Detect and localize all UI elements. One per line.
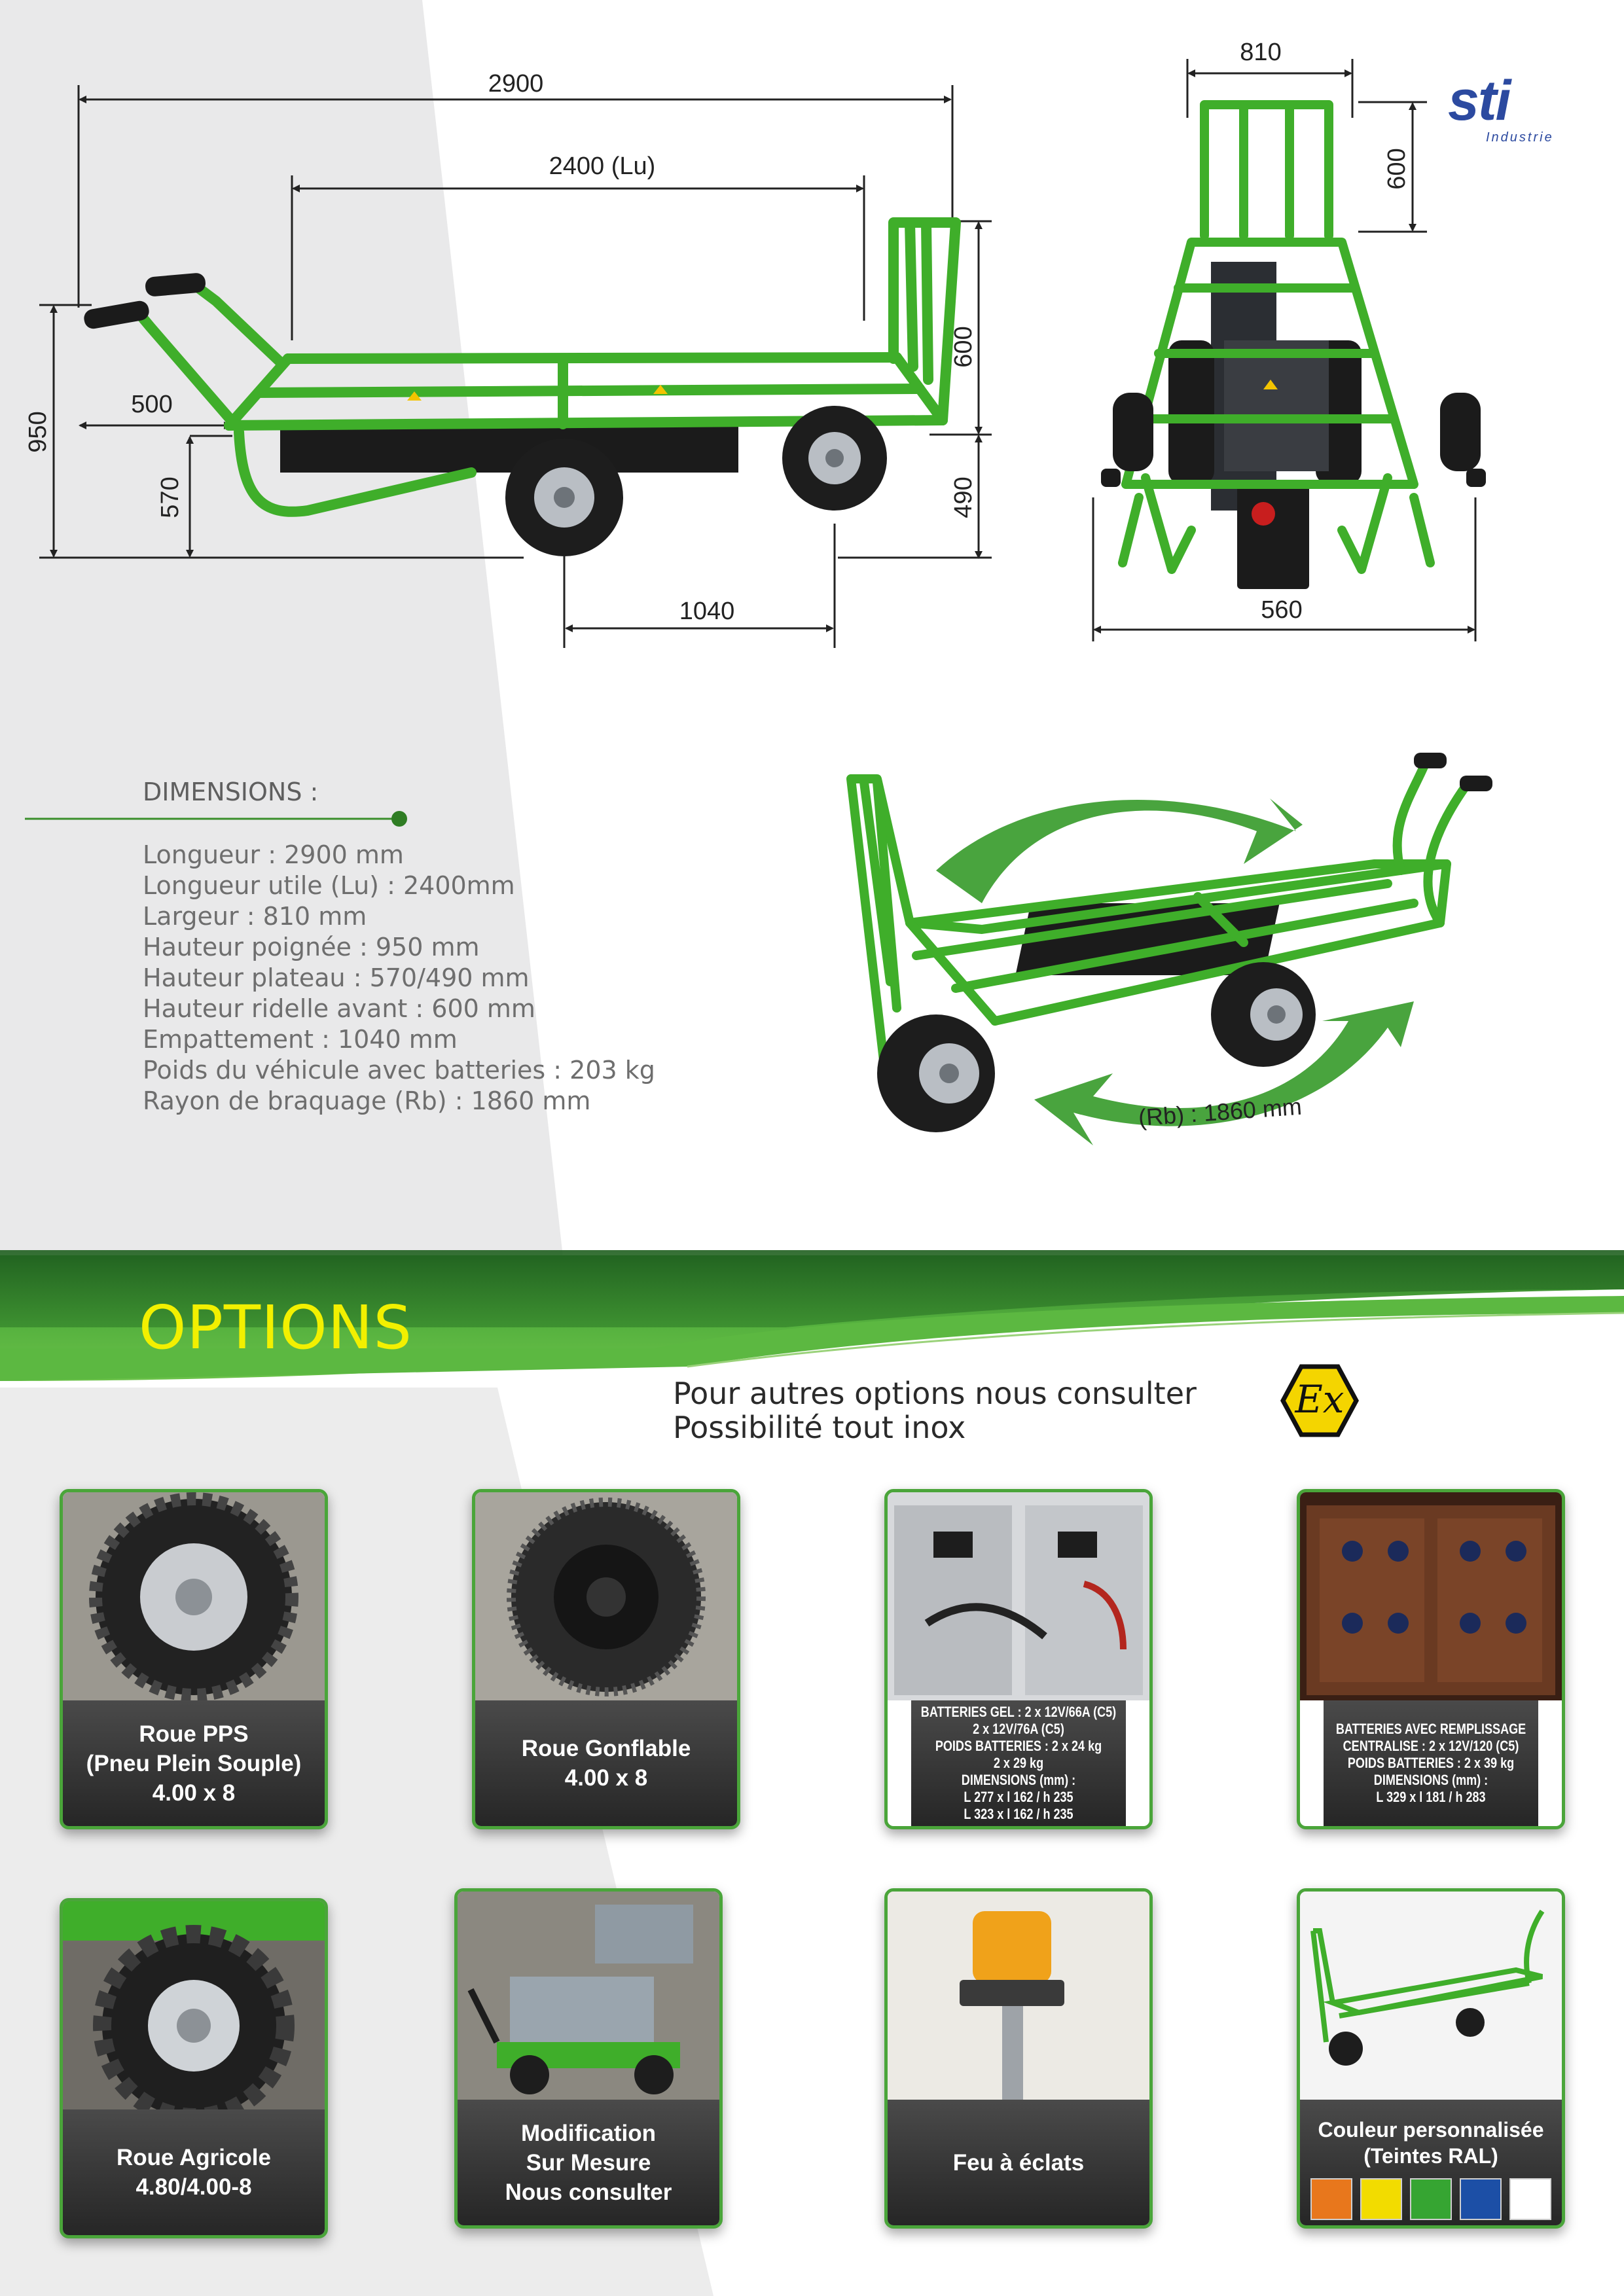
- dim-overall-length: 2900: [488, 70, 544, 98]
- caption-line: Couleur personnalisée: [1318, 2118, 1544, 2142]
- swatch-blue[interactable]: [1460, 2178, 1502, 2220]
- caption-line: L 277 x l 162 / h 235: [964, 1789, 1074, 1805]
- option-caption: [63, 2109, 325, 2235]
- side-view-drawing: [0, 0, 1021, 655]
- caption-line: BATTERIES AVEC REMPLISSAGE: [1335, 1721, 1526, 1737]
- caption-line: BATTERIES GEL : 2 x 12V/66A (C5): [920, 1704, 1117, 1720]
- dim-rear-platform-height: 490: [950, 476, 977, 518]
- caption-line: Roue Gonflable: [521, 1736, 691, 1761]
- spec-line: Longueur : 2900 mm: [143, 840, 404, 869]
- option-card-agricultural-wheel[interactable]: [60, 1898, 328, 2238]
- caption-line: Sur Mesure: [526, 2149, 651, 2176]
- swatch-yellow[interactable]: [1360, 2178, 1402, 2220]
- caption-line: Roue Agricole: [117, 2145, 271, 2170]
- option-caption: [458, 2100, 719, 2225]
- option-caption: [475, 1700, 737, 1826]
- caption-line: 2 x 12V/76A (C5): [973, 1721, 1064, 1737]
- atex-symbol: Ex: [1295, 1377, 1344, 1422]
- logo-mark: sti: [1448, 69, 1510, 132]
- turning-radius-label: (Rb) : 1860 mm: [1137, 1092, 1303, 1131]
- spec-line: Rayon de braquage (Rb) : 1860 mm: [143, 1086, 591, 1115]
- option-caption: [1324, 1700, 1538, 1826]
- caption-line: CENTRALISE : 2 x 12V/120 (C5): [1343, 1738, 1519, 1754]
- cart-side-illustration: [82, 223, 956, 556]
- beacon-light-photo: [888, 1892, 1149, 2100]
- specs-underline: [25, 809, 411, 829]
- option-card-pneumatic-wheel[interactable]: [472, 1489, 740, 1829]
- dim-front-rail: 600: [1383, 148, 1411, 190]
- specs-heading: DIMENSIONS :: [143, 778, 319, 806]
- spec-line: Poids du véhicule avec batteries : 203 kg: [143, 1056, 655, 1085]
- option-card-custom-modification[interactable]: [454, 1888, 723, 2229]
- caption-line: DIMENSIONS (mm) :: [1373, 1772, 1489, 1788]
- dim-handle-offset: 500: [131, 391, 173, 418]
- option-caption: [63, 1700, 325, 1826]
- options-title: OPTIONS: [139, 1293, 412, 1363]
- cart-front-illustration: [1101, 105, 1486, 589]
- spec-line: Empattement : 1040 mm: [143, 1025, 458, 1054]
- caption-line: POIDS BATTERIES : 2 x 24 kg: [935, 1738, 1102, 1754]
- caption-line: Modification: [520, 2120, 657, 2146]
- sti-logo: [1434, 62, 1564, 154]
- caption-line: POIDS BATTERIES : 2 x 39 kg: [1347, 1755, 1515, 1771]
- custom-color-cart-photo: [1300, 1892, 1562, 2100]
- option-caption: [888, 2100, 1149, 2225]
- caption-line: (Teintes RAL): [1363, 2144, 1498, 2168]
- caption-line: 4.80/4.00-8: [135, 2174, 252, 2200]
- filling-batteries-photo: [1300, 1492, 1562, 1700]
- caption-line: 4.00 x 8: [564, 1765, 648, 1791]
- gel-batteries-photo: [888, 1492, 1149, 1700]
- perspective-cart-illustration: [785, 733, 1584, 1165]
- caption-line: Roue PPS: [139, 1721, 249, 1747]
- caption-line: Nous consulter: [505, 2179, 672, 2205]
- caption-line: Feu à éclats: [952, 2149, 1085, 2176]
- dim-wheelbase: 1040: [679, 598, 735, 625]
- logo-subtext: Industrie: [1486, 130, 1554, 145]
- option-card-gel-batteries[interactable]: [884, 1489, 1153, 1829]
- dim-front-width: 810: [1240, 39, 1282, 66]
- spec-line: Hauteur ridelle avant : 600 mm: [143, 994, 535, 1023]
- swatch-white[interactable]: [1509, 2178, 1551, 2220]
- pneumatic-wheel-photo: [475, 1492, 737, 1700]
- options-note: [673, 1376, 1197, 1444]
- dim-front-rail-height: 600: [950, 326, 977, 368]
- pps-wheel-photo: [63, 1492, 325, 1700]
- spec-line: Largeur : 810 mm: [143, 902, 367, 931]
- swatch-orange[interactable]: [1310, 2178, 1352, 2220]
- spec-line: Hauteur plateau : 570/490 mm: [143, 963, 530, 992]
- dim-handle-height: 950: [24, 411, 52, 453]
- spec-line: Longueur utile (Lu) : 2400mm: [143, 871, 515, 900]
- atex-icon: [1280, 1361, 1359, 1440]
- caption-line: L 323 x l 162 / h 235: [964, 1806, 1074, 1822]
- caption-line: DIMENSIONS (mm) :: [961, 1772, 1076, 1788]
- option-card-pps-wheel[interactable]: [60, 1489, 328, 1829]
- options-note-line-2: Possibilité tout inox: [673, 1410, 966, 1445]
- option-caption: [911, 1700, 1126, 1826]
- dim-usable-length: 2400 (Lu): [549, 152, 656, 180]
- swatch-green[interactable]: [1410, 2178, 1452, 2220]
- caption-line: L 329 x l 181 / h 283: [1376, 1789, 1486, 1805]
- caption-line: (Pneu Plein Souple): [86, 1750, 302, 1776]
- spec-line: Hauteur poignée : 950 mm: [143, 933, 480, 961]
- custom-cart-photo: [458, 1892, 719, 2100]
- options-note-line-1: Pour autres options nous consulter: [673, 1376, 1197, 1411]
- ral-swatches: [1307, 2178, 1555, 2227]
- option-card-beacon-light[interactable]: [884, 1888, 1153, 2229]
- option-card-filling-batteries[interactable]: [1297, 1489, 1565, 1829]
- caption-line: 4.00 x 8: [152, 1780, 236, 1806]
- agricultural-wheel-photo: [63, 1901, 325, 2109]
- dim-track-width: 560: [1261, 596, 1303, 624]
- caption-line: 2 x 29 kg: [993, 1755, 1044, 1771]
- dim-platform-height: 570: [156, 476, 184, 518]
- option-caption: [1300, 2100, 1562, 2225]
- option-card-custom-color[interactable]: [1297, 1888, 1565, 2229]
